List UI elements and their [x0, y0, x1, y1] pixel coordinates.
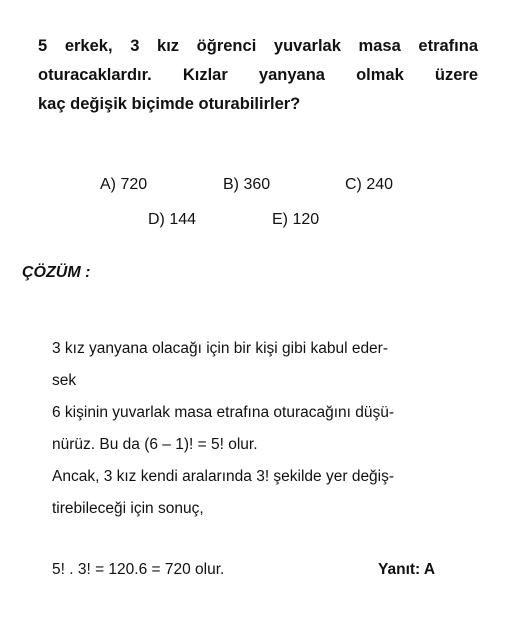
- option-b: B) 360: [223, 176, 271, 193]
- question-line-1: 5 erkek, 3 kız öğrenci yuvarlak masa etrafına: [38, 37, 478, 55]
- option-d: D) 144: [148, 211, 197, 228]
- option-a: A) 720: [100, 176, 148, 193]
- question-line-3: kaç değişik biçimde oturabilirler?: [38, 95, 301, 113]
- question-text: [38, 32, 478, 119]
- solution-line-4: nürüz. Bu da (6 – 1)! = 5! olur.: [52, 436, 258, 453]
- solution-line-1: 3 kız yanyana olacağı için bir kişi gibi kabul eder-: [52, 340, 389, 357]
- solution-line-7: 5! . 3! = 120.6 = 720 olur.: [52, 561, 225, 578]
- solution-line-3: 6 kişinin yuvarlak masa etrafına oturacağını düşü-: [52, 404, 395, 421]
- solution-line-6: tirebileceği için sonuç,: [52, 500, 204, 517]
- solution-label: ÇÖZÜM :: [22, 264, 91, 281]
- solution-line-5: Ancak, 3 kız kendi aralarında 3! şekilde yer değiş-: [52, 468, 395, 485]
- option-c: C) 240: [345, 176, 394, 193]
- solution-line-2: sek: [52, 372, 77, 389]
- option-e: E) 120: [272, 211, 320, 228]
- question-line-2: oturacaklardır. Kızlar yanyana olmak üzere: [38, 66, 478, 84]
- answer-label: Yanıt: A: [378, 561, 436, 578]
